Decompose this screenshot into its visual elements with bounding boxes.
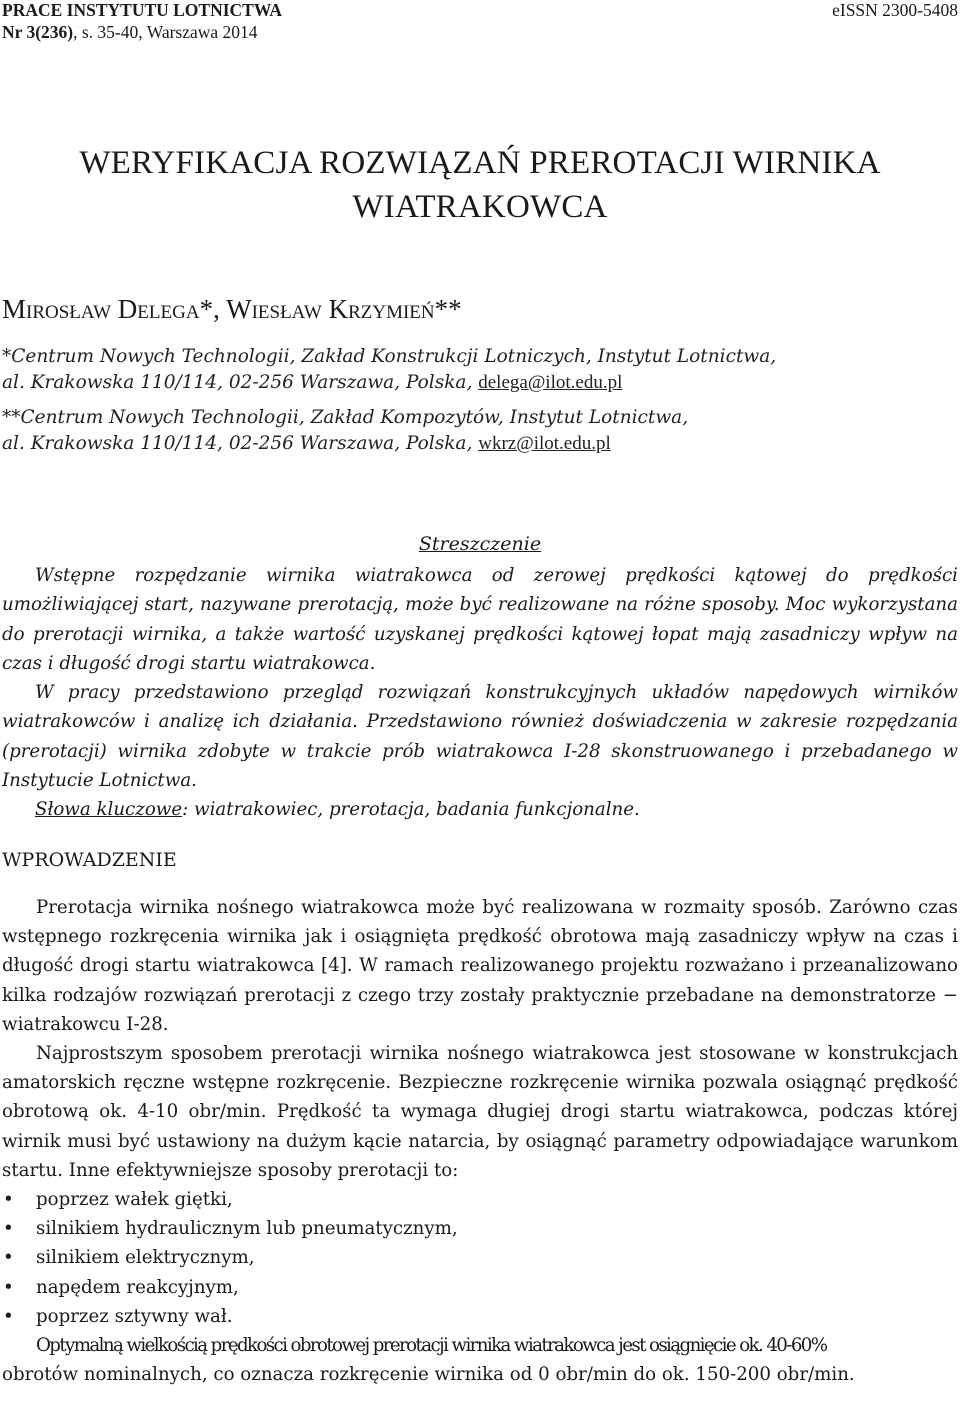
list-item-text: silnikiem elektrycznym, <box>36 1247 255 1269</box>
bullet-icon: • <box>3 1305 14 1327</box>
abstract-paragraph-1: Wstępne rozpędzanie wirnika wiatrakowca od zerowej prędkości kątowej do prędkości umożliwiającej start, nazywane prerotacją, może być realizowane na różne sposoby. Moc wykorzystana do prerotacji wirnika, a także wartość uzyskanej prędkości kątowej łopat mają zasadniczy wpływ na czas i długość drogi startu wiatrakowca. <box>2 565 958 674</box>
author-1-mark: *, <box>199 294 227 324</box>
list-item-text: silnikiem hydraulicznym lub pneumatycznym, <box>36 1218 458 1240</box>
paper-title-line-1: WERYFIKACJA ROZWIĄZAŃ PREROTACJI WIRNIKA <box>79 145 881 181</box>
author-list <box>2 292 462 330</box>
author-1-last-initial: D <box>117 294 138 324</box>
bullet-icon: • <box>3 1189 14 1211</box>
list-item-text: napędem reakcyjnym, <box>36 1276 239 1298</box>
list-item <box>2 1214 958 1243</box>
eissn: eISSN 2300-5408 <box>832 0 958 20</box>
body-paragraph-1: Prerotacja wirnika nośnego wiatrakowca może być realizowana w rozmaity sposób. Zarówno czas wstępnego rozkręcenia wirnika jak i osiągnięta prędkość obrotowa mają zasadniczy wpływ na czas i długość drogi startu wiatrakowca [4]. W ramach realizowanego projektu rozważano i przeanalizowano kilka rodzajów rozwiązań prerotacji z czego trzy zostały praktycznie przebadane na demonstratorze − wiatrakowcu I-28. <box>2 897 958 1035</box>
bullet-icon: • <box>3 1276 14 1298</box>
journal-name: PRACE INSTYTUTU LOTNICTWA <box>2 0 283 20</box>
author-1-last-rest: ELEGA <box>137 302 200 323</box>
author-2-first-rest: IESŁAW <box>251 302 322 323</box>
affiliation-1-address: al. Krakowska 110/114, 02-256 Warszawa, Polska, <box>2 372 479 393</box>
issue-pages: , s. 35-40, Warszawa 2014 <box>73 22 258 42</box>
keywords-text: : wiatrakowiec, prerotacja, badania funkcjonalne. <box>182 799 640 821</box>
list-item <box>2 1273 958 1302</box>
bullet-icon: • <box>3 1218 14 1240</box>
list-item <box>2 1302 958 1331</box>
body-paragraph-2: Najprostszym sposobem prerotacji wirnika nośnego wiatrakowca jest stosowane w konstrukcjach amatorskich ręczne wstępne rozkręcenie. Bezpieczne rozkręcenie wirnika pozwala osiągnąć prędkość obrotową ok. 4-10 obr/min. Prędkość ta wymaga długiej drogi startu wiatrakowca, podczas której wirnik musi być ustawiony na dużym kącie natarcia, by osiągnąć parametry odpowiadające warunkom startu. Inne efektywniejsze sposoby prerotacji to: <box>2 1043 958 1181</box>
body-paragraph-3-line-2: obrotów nominalnych, co oznacza rozkręcenie wirnika od 0 obr/min do ok. 150-200 obr/min. <box>2 1364 855 1386</box>
list-item <box>2 1185 958 1214</box>
keywords-label: Słowa kluczowe <box>35 799 183 821</box>
affiliation-1-line-2 <box>2 370 622 396</box>
affiliation-2-line-1: **Centrum Nowych Technologii, Zakład Kompozytów, Instytut Lotnictwa, <box>2 407 689 428</box>
affiliation-2-address: al. Krakowska 110/114, 02-256 Warszawa, Polska, <box>2 433 479 454</box>
affiliation-1-email-link[interactable]: delega@ilot.edu.pl <box>478 372 623 393</box>
prerotation-methods-list <box>2 1185 958 1331</box>
author-1-first-rest: IROSŁAW <box>26 302 112 323</box>
affiliation-1-line-1: *Centrum Nowych Technologii, Zakład Konstrukcji Lotniczych, Instytut Lotnictwa, <box>2 346 777 367</box>
section-heading: WPROWADZENIE <box>2 849 177 871</box>
author-2-first-initial: W <box>226 294 252 324</box>
body-paragraph-3-text-1: Optymalną wielkością prędkości obrotowej prerotacji wirnika wiatrakowca jest osiągnięcie ok. 40-60% <box>36 1334 827 1356</box>
abstract-paragraph-2: W pracy przedstawiono przegląd rozwiązań konstrukcyjnych układów napędowych wirników wiatrakowców i analizę ich działania. Przedstawiono również doświadczenia w zakresie rozpędzania (prerotacji) wirnika zdobyte w trakcie prób wiatrakowca I-28 skonstruowanego i przebadanego w Instytucie Lotnictwa. <box>2 682 958 792</box>
keywords <box>2 795 958 824</box>
list-item <box>2 1243 958 1272</box>
list-item-text: poprzez wałek giętki, <box>36 1189 233 1211</box>
affiliation-2-line-2 <box>2 431 611 457</box>
body-paragraph-3-line-1 <box>2 1331 958 1360</box>
issue-number: Nr 3(236) <box>2 22 74 42</box>
section-body <box>2 893 958 1389</box>
author-2-last-rest: RZYMIEŃ <box>348 302 435 323</box>
abstract-body <box>2 561 958 825</box>
affiliation-2-email-link[interactable]: wkrz@ilot.edu.pl <box>478 433 611 454</box>
author-2-last-initial: K <box>328 294 349 324</box>
author-1-first-initial: M <box>2 294 27 324</box>
paper-title-line-2: WIATRAKOWCA <box>352 189 608 225</box>
abstract-heading: Streszczenie <box>418 533 542 555</box>
list-item-text: poprzez sztywny wał. <box>36 1305 233 1327</box>
journal-issue <box>2 22 258 42</box>
bullet-icon: • <box>3 1247 14 1269</box>
author-2-mark: ** <box>434 294 462 324</box>
